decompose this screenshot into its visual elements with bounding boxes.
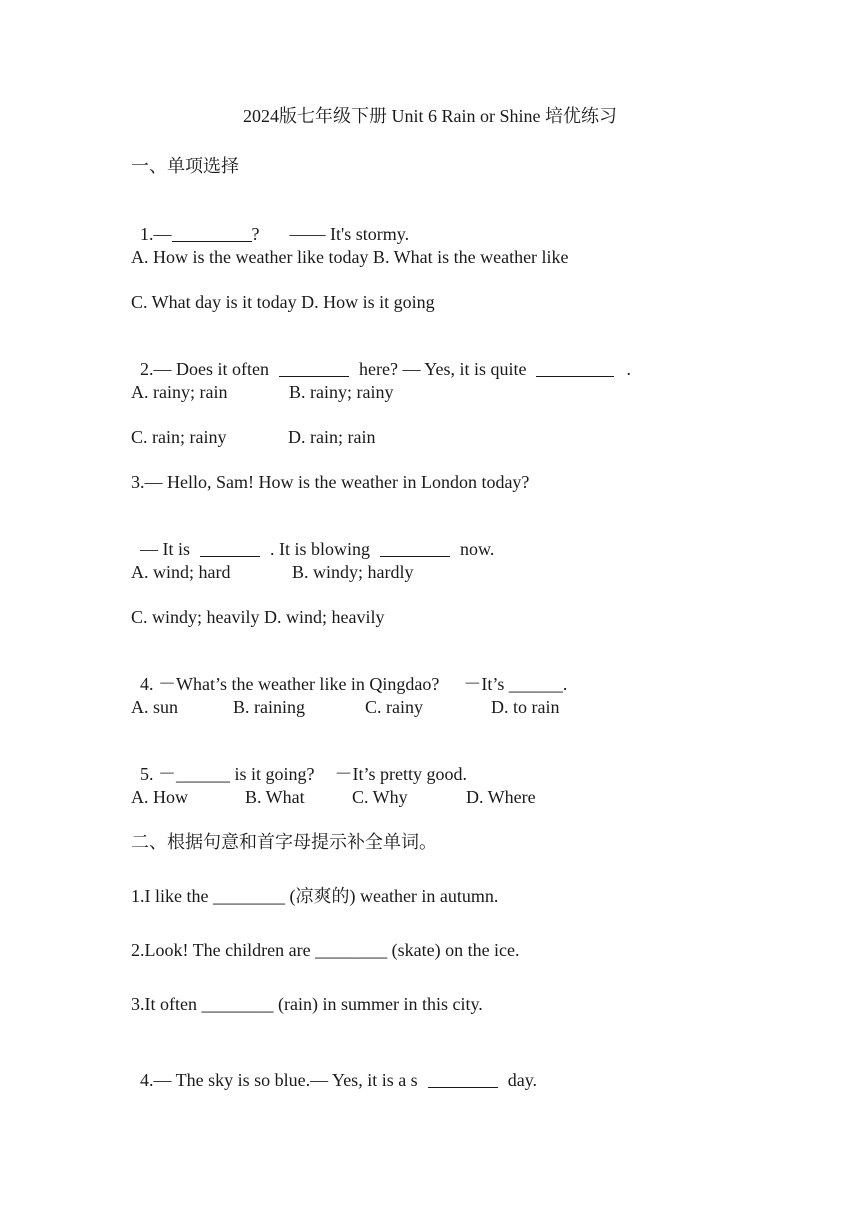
- q4-answer: －It’s ______.: [463, 674, 568, 694]
- fill-item-1: 1.I like the ________ (凉爽的) weather in autumn.: [131, 886, 499, 906]
- q5-question: －______ is it going?: [158, 764, 315, 784]
- fill-item-2: 2.Look! The children are ________ (skate) on the ice.: [131, 940, 520, 960]
- q4-num: 4.: [140, 674, 158, 694]
- q2-option-c: C. rain; rainy: [131, 427, 227, 447]
- q5-option-c: C. Why: [352, 787, 408, 807]
- q1-blank: [172, 225, 252, 242]
- q4-question: －What’s the weather like in Qingdao?: [158, 674, 440, 694]
- q2-option-b: B. rainy; rainy: [289, 382, 394, 402]
- q2-option-a: A. rainy; rain: [131, 382, 228, 402]
- q4-option-c: C. rainy: [365, 697, 423, 717]
- q2-part1: 2.— Does it often: [140, 359, 269, 379]
- section1-heading: 一、单项选择: [131, 156, 239, 176]
- page-title: 2024版七年级下册 Unit 6 Rain or Shine 培优练习: [243, 106, 617, 126]
- q3-part2: . It is blowing: [270, 539, 371, 559]
- q3-part3: now.: [460, 539, 495, 559]
- q3-part1: — It is: [140, 539, 191, 559]
- question-4: [131, 651, 567, 695]
- question-3-line2: [131, 516, 494, 560]
- q5-option-a: A. How: [131, 787, 188, 807]
- q4-option-a: A. sun: [131, 697, 179, 717]
- question-3: 3.— Hello, Sam! How is the weather in London today?: [131, 472, 530, 492]
- q2-part2: here? — Yes, it is quite: [358, 359, 527, 379]
- q1-num: 1.—: [140, 224, 172, 244]
- q2-option-d: D. rain; rain: [288, 427, 376, 447]
- q1-options-cd: C. What day is it today D. How is it going: [131, 292, 435, 312]
- fill-item-4: [131, 1047, 537, 1091]
- section2-heading: 二、根据句意和首字母提示补全单词。: [131, 832, 437, 852]
- question-2: [131, 336, 631, 380]
- q2-period: .: [626, 359, 631, 379]
- q5-num: 5.: [140, 764, 158, 784]
- q5-answer: －It’s pretty good.: [334, 764, 467, 784]
- q1-qmark: ?: [251, 224, 260, 244]
- fill-item-4-blank: [428, 1071, 498, 1088]
- q3-blank-1: [200, 540, 260, 557]
- q5-option-b: B. What: [245, 787, 305, 807]
- q2-blank-1: [279, 360, 349, 377]
- q3-option-a: A. wind; hard: [131, 562, 231, 582]
- question-5: [131, 741, 467, 785]
- q4-option-b: B. raining: [233, 697, 305, 717]
- q5-option-d: D. Where: [466, 787, 536, 807]
- fill-item-3: 3.It often ________ (rain) in summer in this city.: [131, 994, 483, 1014]
- q3-option-b: B. windy; hardly: [292, 562, 414, 582]
- q1-options-ab: A. How is the weather like today B. What is the weather like: [131, 247, 569, 267]
- fill-item-4-part1: 4.— The sky is so blue.— Yes, it is a s: [140, 1070, 418, 1090]
- q3-blank-2: [380, 540, 450, 557]
- fill-item-4-part2: day.: [507, 1070, 538, 1090]
- q4-option-d: D. to rain: [491, 697, 560, 717]
- question-1: [131, 201, 409, 245]
- q3-options-cd: C. windy; heavily D. wind; heavily: [131, 607, 385, 627]
- q2-blank-2: [536, 360, 614, 377]
- q1-answer: —— It's stormy.: [289, 224, 410, 244]
